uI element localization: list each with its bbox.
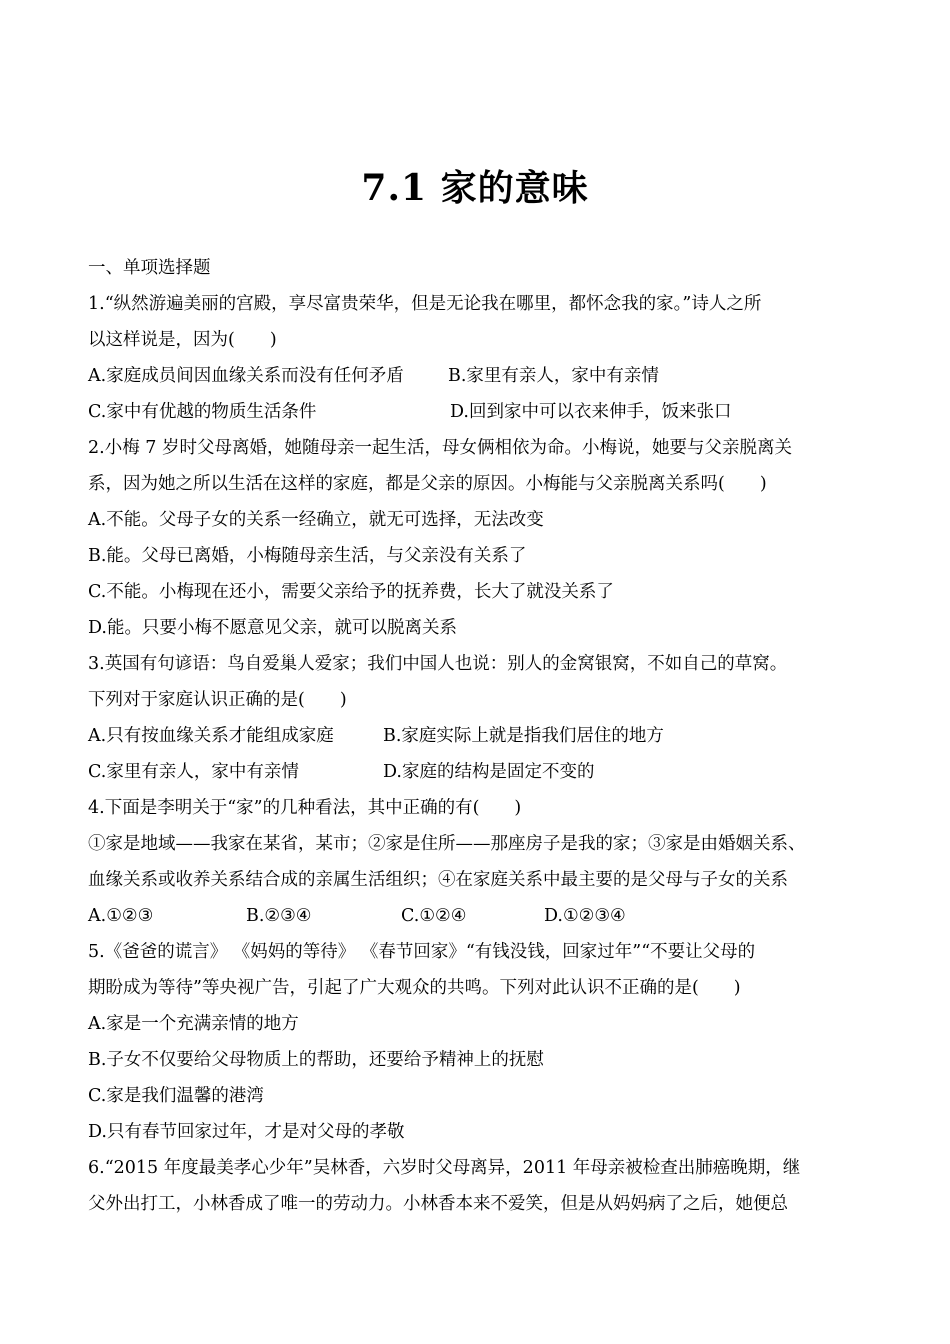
question-1-option-d: D.回到家中可以衣来伸手，饭来张口 (450, 402, 732, 422)
question-2-stem-line-1: 2.小梅 7 岁时父母离婚，她随母亲一起生活，母女俩相依为命。小梅说，她要与父亲脱离关 (88, 438, 792, 458)
question-6-stem-line-2: 父外出打工，小林香成了唯一的劳动力。小林香本来不爱笑，但是从妈妈病了之后，她便总 (88, 1194, 788, 1214)
question-2-option-a: A.不能。父母子女的关系一经确立，就无可选择，无法改变 (88, 510, 544, 530)
question-1-option-b: B.家里有亲人，家中有亲情 (448, 366, 659, 386)
question-5-stem-line-1: 5.《爸爸的谎言》 《妈妈的等待》 《春节回家》“有钱没钱，回家过年”“不要让父母的 (88, 942, 756, 962)
question-1-option-c: C.家中有优越的物质生活条件 (88, 402, 317, 422)
question-4-options-row (88, 898, 880, 934)
question-5-option-b: B.子女不仅要给父母物质上的帮助，还要给予精神上的抚慰 (88, 1050, 544, 1070)
question-4-stem-line-1: 4.下面是李明关于“家”的几种看法，其中正确的有( ) (88, 798, 522, 818)
question-5-option-a: A.家是一个充满亲情的地方 (88, 1014, 299, 1034)
question-1-options-row-1 (88, 358, 880, 394)
question-4-option-b: B.②③④ (246, 906, 312, 926)
section-heading: 一、单项选择题 (88, 258, 211, 278)
question-5-option-c: C.家是我们温馨的港湾 (88, 1086, 264, 1106)
question-3-stem-line-2: 下列对于家庭认识正确的是( ) (88, 690, 347, 710)
question-5-stem-line-2: 期盼成为等待”等央视广告，引起了广大观众的共鸣。下列对此认识不正确的是( ) (88, 978, 741, 998)
question-4-option-d: D.①②③④ (544, 906, 626, 926)
question-3-options-row-1 (88, 718, 880, 754)
question-2-option-d: D.能。只要小梅不愿意见父亲，就可以脱离关系 (88, 618, 457, 638)
question-2-option-c: C.不能。小梅现在还小，需要父亲给予的抚养费，长大了就没关系了 (88, 582, 614, 602)
question-1-option-a: A.家庭成员间因血缘关系而没有任何矛盾 (88, 366, 404, 386)
question-4-option-a: A.①②③ (88, 906, 154, 926)
question-6-stem-line-1: 6.“2015 年度最美孝心少年”吴林香，六岁时父母离异，2011 年母亲被检查出肺癌晚期，继 (88, 1158, 801, 1178)
question-1-stem-line-2: 以这样说是，因为( ) (88, 330, 277, 350)
question-3-option-a: A.只有按血缘关系才能组成家庭 (88, 726, 334, 746)
question-3-option-c: C.家里有亲人，家中有亲情 (88, 762, 299, 782)
question-3-option-b: B.家庭实际上就是指我们居住的地方 (383, 726, 664, 746)
question-3-stem-line-1: 3.英国有句谚语：鸟自爱巢人爱家；我们中国人也说：别人的金窝银窝，不如自己的草窝。 (88, 654, 788, 674)
question-3-option-d: D.家庭的结构是固定不变的 (383, 762, 595, 782)
question-4-stem-line-2: ①家是地域——我家在某省，某市；②家是住所——那座房子是我的家；③家是由婚姻关系、 (88, 834, 806, 854)
question-list (88, 250, 880, 1222)
page-title: 7.1 家的意味 (361, 167, 589, 209)
question-4-stem-line-3: 血缘关系或收养关系结合成的亲属生活组织；④在家庭关系中最主要的是父母与子女的关系 (88, 870, 788, 890)
question-2-stem-line-2: 系，因为她之所以生活在这样的家庭，都是父亲的原因。小梅能与父亲脱离关系吗( ) (88, 474, 767, 494)
question-1-options-row-2 (88, 394, 880, 430)
question-2-option-b: B.能。父母已离婚，小梅随母亲生活，与父亲没有关系了 (88, 546, 527, 566)
question-5-option-d: D.只有春节回家过年，才是对父母的孝敬 (88, 1122, 405, 1142)
question-4-option-c: C.①②④ (401, 906, 467, 926)
question-1-stem-line-1: 1.“纵然游遍美丽的宫殿，享尽富贵荣华，但是无论我在哪里，都怀念我的家。”诗人之所 (88, 294, 762, 314)
question-3-options-row-2 (88, 754, 880, 790)
